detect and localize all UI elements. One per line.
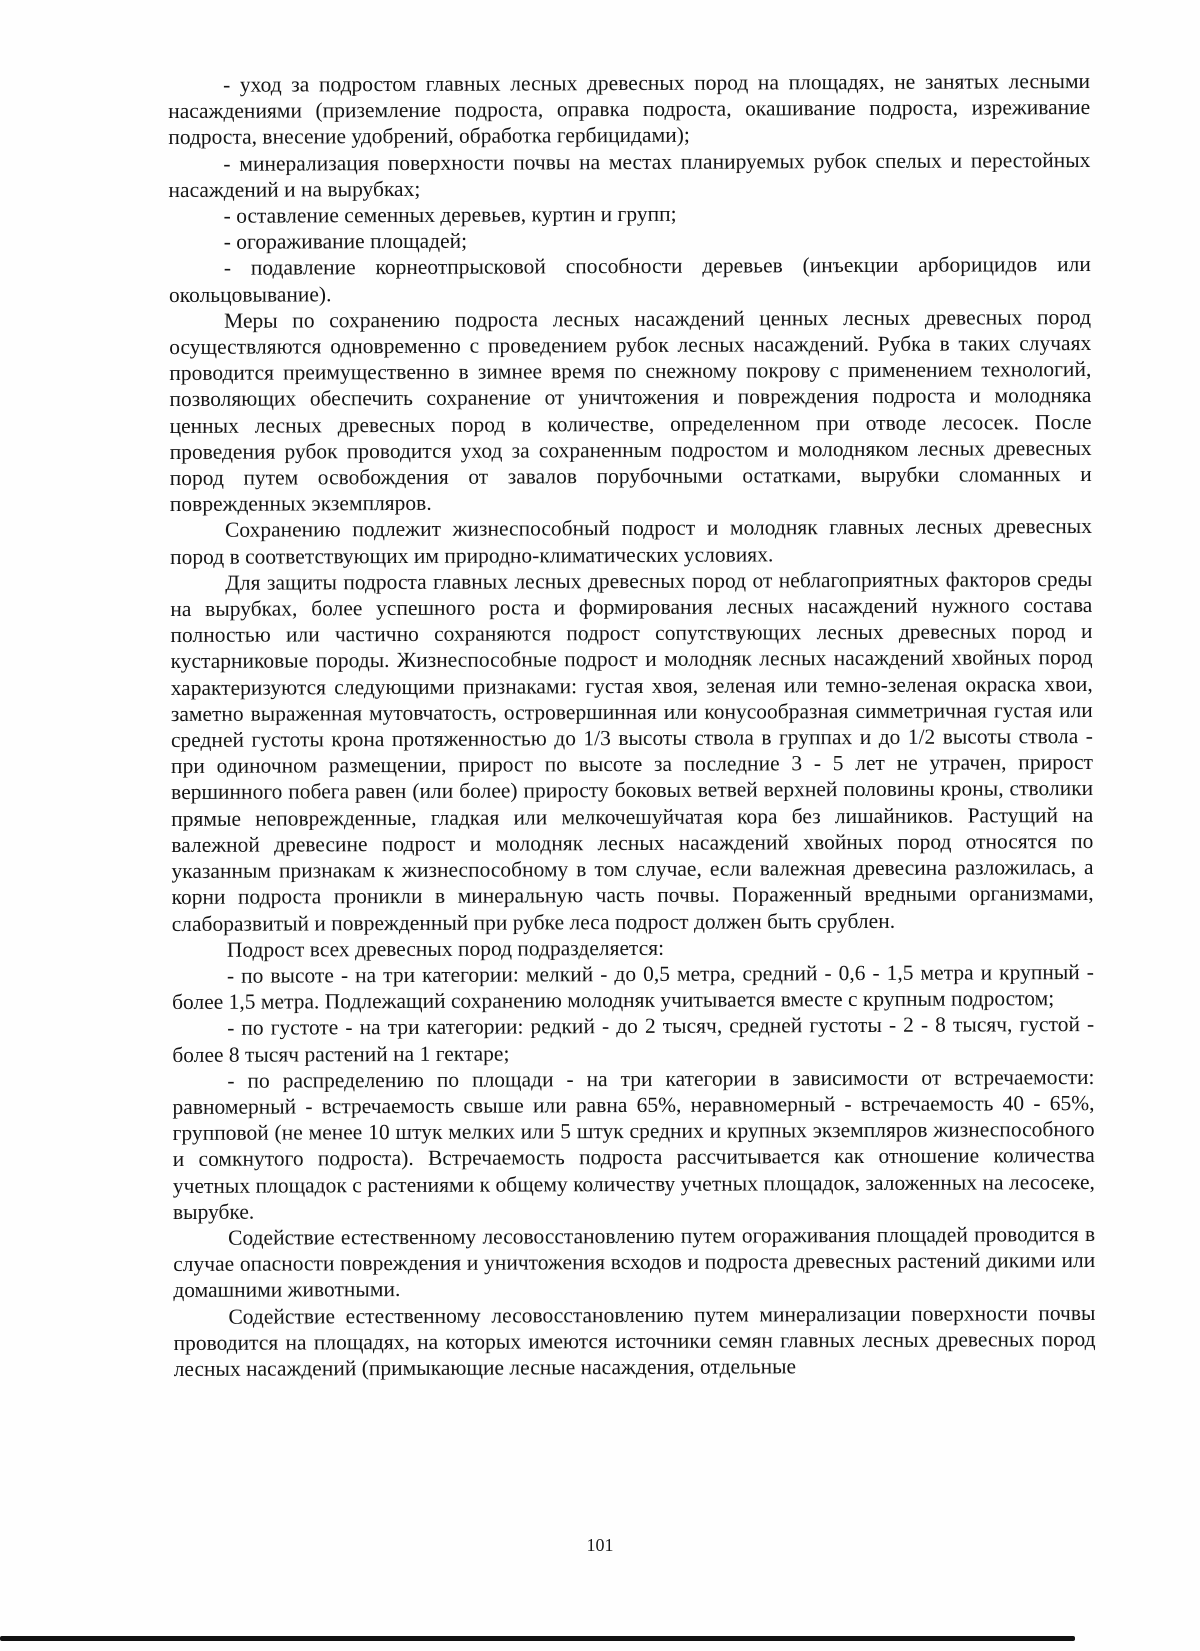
- paragraph: Меры по сохранению подроста лесных насаждений ценных лесных древесных пород осуществляются одновременно с проведением рубок лесных насаждений. Рубка в таких случаях проводится преимущественно в зимнее время по снежному покрову с применением технологий, позволяющих обеспечить сохранение от уничтожения и повреждения подроста и молодняка ценных лесных древесных пород в количестве, определенном при отводе лесосек. После проведения рубок проводится уход за сохраненным подростом и молодняком лесных древесных пород путем освобождения от завалов порубочными остатками, вырубки сломанных и поврежденных экземпляров.: [169, 304, 1092, 517]
- paragraph: Для защиты подроста главных лесных древесных пород от неблагоприятных факторов среды на вырубках, более успешного роста и формирования лесных насаждений нужного состава полностью или частично сохраняются подрост сопутствующих лесных древесных пород и кустарниковые породы. Жизнеспособные подрост и молодняк лесных насаждений хвойных пород характеризуются следующими признаками: густая хвоя, зеленая или темно-зеленая окраска хвои, заметно выраженная мутовчатость, островершинная или конусообразная симметричная густая или средней густоты крона протяженностью до 1/3 высоты ствола в группах и до 1/2 высоты ствола - при одиночном размещении, прирост по высоте за последние 3 - 5 лет не утрачен, прирост вершинного побега равен (или более) приросту боковых ветвей верхней половины кроны, стволики прямые неповрежденные, гладкая или мелкочешуйчатая кора без лишайников. Растущий на валежной древесине подрост и молодняк лесных насаждений хвойных пород относятся по указанным признакам к жизнеспособному в том случае, если валежная древесина разложилась, а корни подроста проникли в минеральную часть почвы. Пораженный вредными организмами, слаборазвитый и поврежденный при рубке леса подрост должен быть срублен.: [170, 566, 1094, 936]
- paragraph: - по густоте - на три категории: редкий - до 2 тысяч, средней густоты - 2 - 8 тысяч, густой - более 8 тысяч растений на 1 гектаре;: [172, 1012, 1095, 1067]
- paragraph: Содействие естественному лесовосстановлению путем огораживания площадей проводится в случае опасности повреждения и уничтожения всходов и подроста древесных растений дикими или домашними животными.: [173, 1221, 1096, 1303]
- paragraph: - подавление корнеотпрысковой способности деревьев (инъекции арборицидов или окольцовывание).: [168, 252, 1091, 307]
- paragraph: - уход за подростом главных лесных древесных пород на площадях, не занятых лесными насаждениями (приземление подроста, оправка подроста, окашивание подроста, изреживание подроста, внесение удобрений, обработка гербицидами);: [168, 68, 1091, 150]
- paragraph: - оставление семенных деревьев, куртин и групп;: [223, 201, 677, 228]
- paragraph: Сохранению подлежит жизнеспособный подрост и молодняк главных лесных древесных пород в соответствующих им природно-климатических условиях.: [170, 514, 1093, 569]
- paragraph: - огораживание площадей;: [223, 228, 468, 254]
- paragraph: Подрост всех древесных пород подразделяется:: [226, 935, 665, 962]
- scan-edge-line: [0, 1636, 1075, 1641]
- paragraph: - минерализация поверхности почвы на местах планируемых рубок спелых и перестойных насаждений и на вырубках;: [168, 147, 1091, 202]
- page-number: 101: [586, 1535, 614, 1555]
- paragraph: - по распределению по площади - на три категории в зависимости от встречаемости: равномерный - встречаемость свыше или равна 65%, неравномерный - встречаемость 40 - 65%, групповой (не менее 10 штук мелких или 5 штук средних и крупных экземпляров жизнеспособного и сомкнутого подроста). Встречаемость подроста рассчитывается как отношение количества учетных площадок с растениями к общему количеству учетных площадок, заложенных на лесосеке, вырубке.: [172, 1064, 1095, 1224]
- paragraph: - по высоте - на три категории: мелкий - до 0,5 метра, средний - 0,6 - 1,5 метра и крупный - более 1,5 метра. Подлежащий сохранению молодняк учитывается вместе с крупным подростом;: [172, 959, 1094, 1015]
- body-text: [168, 68, 1096, 1382]
- paragraph: Содействие естественному лесовосстановлению путем минерализации поверхности почвы проводится на площадях, на которых имеются источники семян главных лесных древесных пород лесных насаждений (примыкающие лесные насаждения, отдельные: [173, 1300, 1096, 1381]
